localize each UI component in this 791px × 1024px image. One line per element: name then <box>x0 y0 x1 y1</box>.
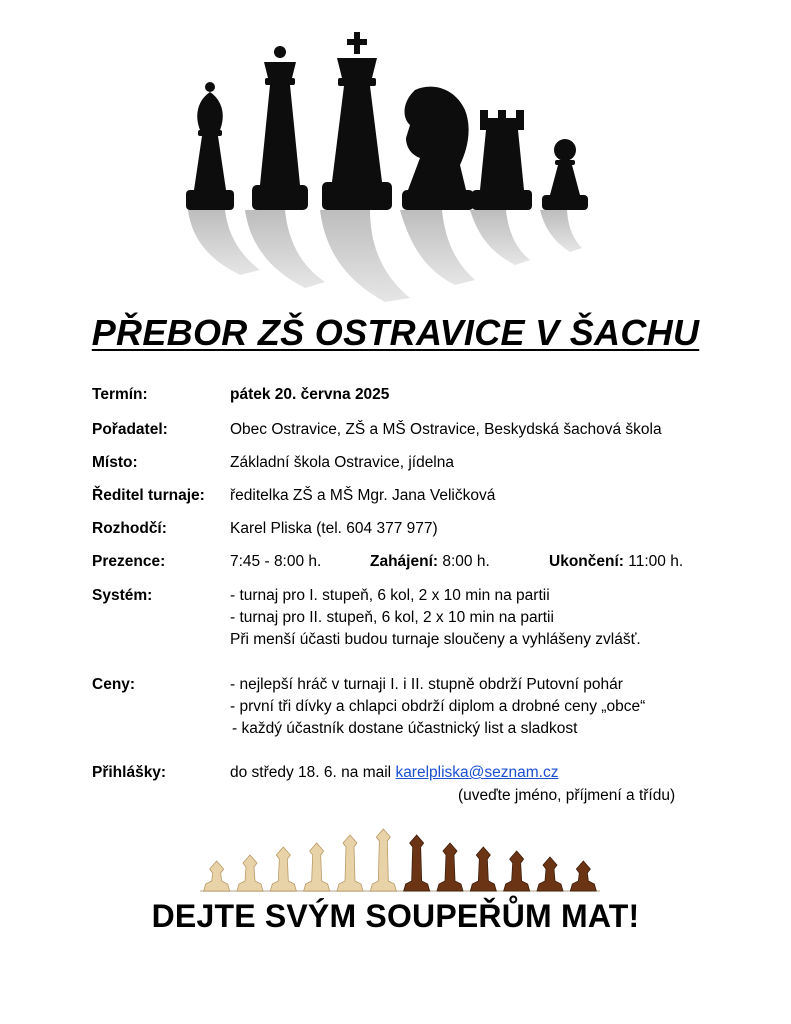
zahajeni-group <box>370 551 490 573</box>
pawn-icon <box>542 139 588 210</box>
reditel-value: ředitelka ZŠ a MŠ Mgr. Jana Veličková <box>230 487 496 504</box>
termin-date: pátek 20. června 2025 <box>230 386 390 403</box>
poradatel-value: Obec Ostravice, ZŠ a MŠ Ostravice, Beskydská šachová škola <box>230 421 662 438</box>
wooden-piece-icon <box>504 851 530 891</box>
wooden-piece-icon <box>537 857 563 891</box>
ceny-line: - první tři dívky a chlapci obdrží diplom a drobné ceny „obce“ <box>230 698 646 715</box>
rozhodci-value: Karel Pliska (tel. 604 377 977) <box>230 520 438 537</box>
ceny-label: Ceny: <box>92 676 136 693</box>
system-line: - turnaj pro I. stupeň, 6 kol, 2 x 10 min na partii <box>230 587 550 604</box>
wooden-piece-icon <box>437 843 463 891</box>
prezence-label: Prezence: <box>92 553 166 570</box>
king-icon <box>322 32 392 210</box>
wooden-piece-icon <box>570 861 596 891</box>
reditel-label: Ředitel turnaje: <box>92 487 205 504</box>
ceny-value <box>230 674 645 740</box>
termin-value <box>230 384 389 406</box>
system-line: - turnaj pro II. stupeň, 6 kol, 2 x 10 min na partii <box>230 609 554 626</box>
wooden-piece-icon <box>204 861 230 891</box>
wooden-piece-icon <box>470 847 496 891</box>
ukonceni-value: 11:00 h. <box>628 553 684 570</box>
misto-label: Místo: <box>92 454 138 471</box>
rozhodci-label: Rozhodčí: <box>92 520 167 537</box>
ceny-line: - nejlepší hráč v turnaji I. i II. stupně obdrží Putovní pohár <box>230 676 623 693</box>
knight-icon <box>402 87 474 210</box>
prezence-value: 7:45 - 8:00 h. <box>230 553 322 570</box>
system-line: Při menší účasti budou turnaje sloučeny a vyhlášeny zvlášť. <box>230 631 641 648</box>
ukonceni-label: Ukončení: <box>549 553 624 570</box>
wooden-chess-pieces-illustration <box>200 825 600 897</box>
wooden-piece-icon <box>237 855 263 891</box>
bishop-icon <box>186 82 234 210</box>
misto-value: Základní škola Ostravice, jídelna <box>230 454 454 471</box>
system-value <box>230 585 641 651</box>
chess-pieces-illustration <box>170 30 620 315</box>
termin-label: Termín: <box>92 386 148 403</box>
slogan: DEJTE SVÝM SOUPEŘŮM MAT! <box>151 898 640 934</box>
wooden-piece-icon <box>337 835 363 891</box>
reflection-shadow <box>188 210 582 302</box>
prihlasky-value <box>230 762 558 784</box>
wooden-piece-icon <box>370 829 396 891</box>
page-title: PŘEBOR ZŠ OSTRAVICE V ŠACHU <box>91 312 700 353</box>
zahajeni-label: Zahájení: <box>370 553 439 570</box>
email-link[interactable]: karelpliska@seznam.cz <box>395 764 559 781</box>
zahajeni-value: 8:00 h. <box>442 553 490 570</box>
prihlasky-note: (uveďte jméno, příjmení a třídu) <box>458 787 676 804</box>
ukonceni-group <box>549 551 683 573</box>
prihlasky-label: Přihlášky: <box>92 764 167 781</box>
wooden-piece-icon <box>404 835 430 891</box>
rook-icon <box>472 110 532 210</box>
prihlasky-text: do středy 18. 6. na mail <box>230 764 392 781</box>
ceny-line: - každý účastník dostane účastnický list a sladkost <box>232 720 578 737</box>
poradatel-label: Pořadatel: <box>92 421 168 438</box>
system-label: Systém: <box>92 587 153 604</box>
wooden-piece-icon <box>270 847 296 891</box>
wooden-pieces-row <box>204 829 597 891</box>
queen-icon <box>252 46 308 210</box>
wooden-piece-icon <box>304 843 330 891</box>
